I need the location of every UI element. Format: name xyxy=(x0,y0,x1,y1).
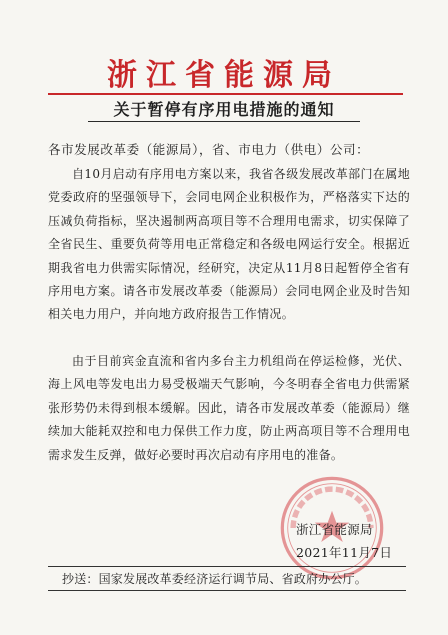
cc-bottom-rule xyxy=(48,590,406,591)
salutation: 各市发展改革委（能源局），省、市电力（供电）公司： xyxy=(48,142,370,157)
document-title: 关于暂停有序用电措施的通知 xyxy=(113,100,335,119)
issue-date: 2021年11月7日 xyxy=(296,545,393,560)
signature-authority: 浙江省能源局 xyxy=(296,522,373,537)
body-paragraph-2: 由于目前宾金直流和省内多台主力机组尚在停运检修，光伏、海上风电等发电出力易受极端天气影响，今冬明春全省电力供需紧张形势仍未得到根本缓解。因此，请各市发展改革委（能源局）继续加大能耗双控和电力保供工作力度，防止两高项目等不合理用电需求发生反弹，做好必要时再次启动有序用电的准备。 xyxy=(48,354,410,462)
cc-top-rule xyxy=(48,566,406,567)
red-header-rule xyxy=(48,93,403,95)
title-underline xyxy=(88,121,360,122)
body-paragraph-1: 自10月启动有序用电方案以来，我省各级发展改革部门在属地党委政府的坚强领导下，会同电网企业积极作为，严格落实下达的压减负荷指标，坚决遏制两高项目等不合理用电需求，切实保障了全省民生、重要负荷等用电正常稳定和各级电网运行安全。根据近期我省电力供需实际情况，经研究，决定从11月8日起暂停全省有序用电方案。请各市发展改革委（能源局）会同电网企业及时告知相关电力用户，并向地方政府报告工作情况。 xyxy=(48,167,410,322)
cc-line: 抄送：国家发展改革委经济运行调节局、省政府办公厅。 xyxy=(62,572,368,586)
issuing-authority-header: 浙江省能源局 xyxy=(107,58,341,93)
